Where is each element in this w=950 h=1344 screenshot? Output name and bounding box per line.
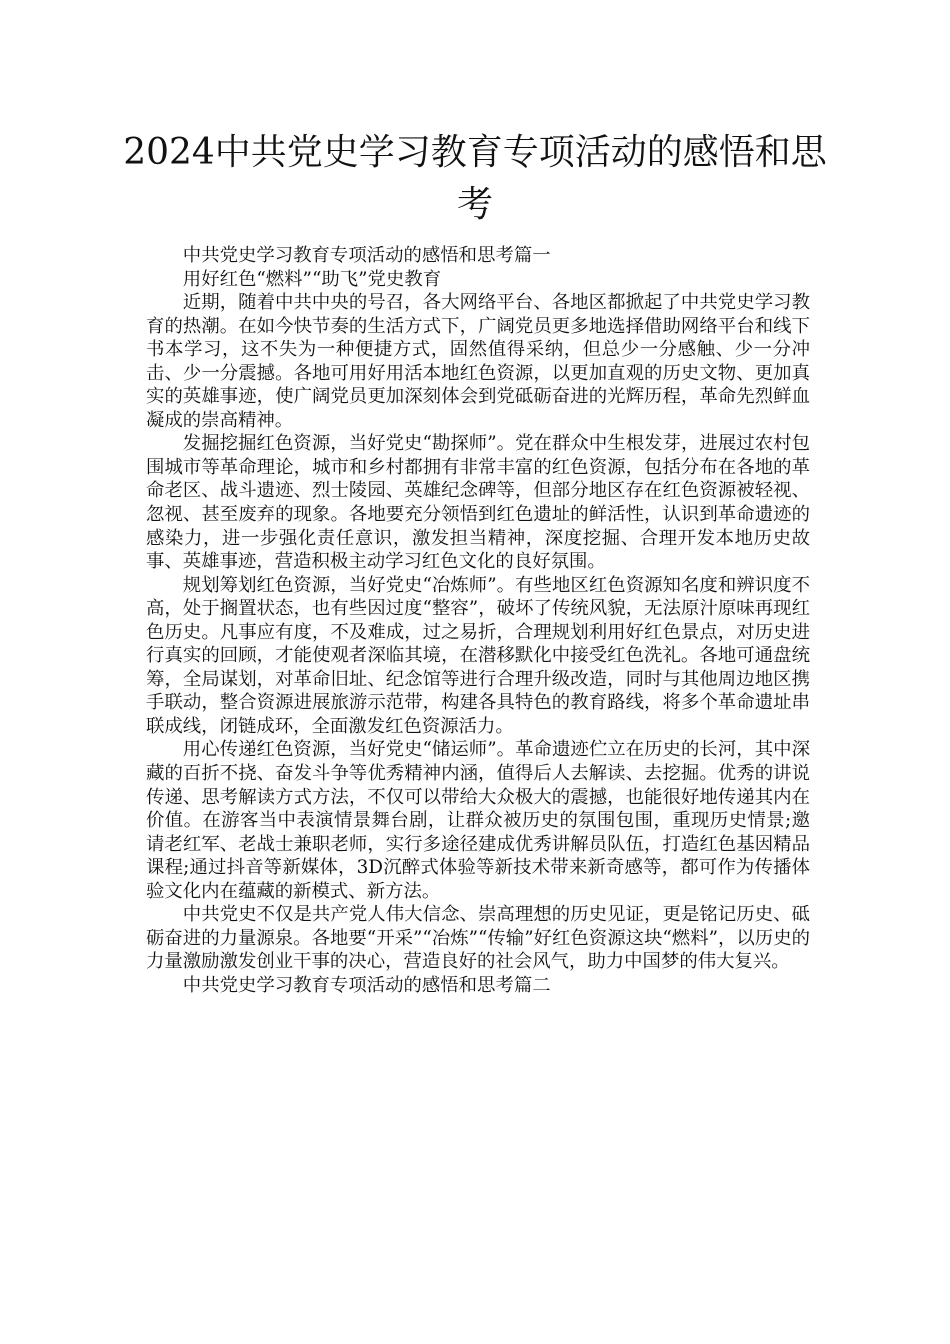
paragraph-transmit: 用心传递红色资源，当好党史“储运师”。革命遗迹伫立在历史的长河，其中深藏的百折不挠、奋发斗争等优秀精神内涵，值得后人去解读、去挖掘。优秀的讲说传递、思考解读方式方法，不仅可以带给大众极大的震撼，也能很好地传递其内在价值。在游客当中表演情景舞台剧，让群众被历史的氛围包围，重现历史情景;邀请老红军、老战士兼职老师，实行多途径建成优秀讲解员队伍，打造红色基因精品课程;通过抖音等新媒体，3D沉醉式体验等新技术带来新奇感等，都可作为传播体验文化内在蕴藏的新模式、新方法。 bbox=[146, 739, 810, 902]
document-title: 2024中共党史学习教育专项活动的感悟和思考 bbox=[123, 132, 827, 225]
subheading: 用好红色“燃料”“助飞”党史教育 bbox=[182, 268, 442, 290]
paragraph-plan: 规划筹划红色资源，当好党史“冶炼师”。有些地区红色资源知名度和辨识度不高，处于搁置状态，也有些因过度“整容”，破坏了传统风貌，无法原汁原味再现红色历史。凡事应有度，不及难成，过之易折，合理规划利用好红色景点，对历史进行真实的回顾，才能使观者深临其境，在潜移默化中接受红色洗礼。各地可通盘统筹，全局谋划，对革命旧址、纪念馆等进行合理升级改造，同时与其他周边地区携手联动，整合资源进展旅游示范带，构建各具特色的教育路线，将多个革命遗址串联成线，闭链成环，全面激发红色资源活力。 bbox=[146, 574, 810, 737]
section-heading-1: 中共党史学习教育专项活动的感悟和思考篇一 bbox=[182, 245, 551, 266]
paragraph-intro: 近期，随着中共中央的号召，各大网络平台、各地区都掀起了中共党史学习教育的热潮。在如今快节奏的生活方式下，广阔党员更多地选择借助网络平台和线下书本学习，这不失为一种便捷方式，固然值得采纳，但总少一分感触、少一分冲击、少一分震撼。各地可用好用活本地红色资源，以更加直观的历史文物、更加真实的英雄事迹，使广阔党员更加深刻体会到党砥砺奋进的光辉历程，革命先烈鲜血凝成的崇高精神。 bbox=[146, 292, 810, 431]
document-body bbox=[146, 244, 810, 998]
paragraph-conclusion: 中共党史不仅是共产党人伟大信念、崇高理想的历史见证，更是铭记历史、砥砺奋进的力量源泉。各地要“开采”“冶炼”“传输”好红色资源这块“燃料”，以历史的力量激励激发创业干事的决心，营造良好的社会风气，助力中国梦的伟大复兴。 bbox=[146, 904, 810, 973]
paragraph-explore: 发掘挖掘红色资源，当好党史“勘探师”。党在群众中生根发芽，进展过农村包围城市等革命理论，城市和乡村都拥有非常丰富的红色资源，包括分布在各地的革命老区、战斗遗迹、烈士陵园、英雄纪念碑等，但部分地区存在红色资源被轻视、忽视、甚至废弃的现象。各地要充分领悟到红色遗址的鲜活性，认识到革命遗迹的感染力，进一步强化责任意识，激发担当精神，深度挖掘、合理开发本地历史故事、英雄事迹，营造积极主动学习红色文化的良好氛围。 bbox=[146, 433, 810, 573]
section-heading-2: 中共党史学习教育专项活动的感悟和思考篇二 bbox=[182, 974, 551, 996]
